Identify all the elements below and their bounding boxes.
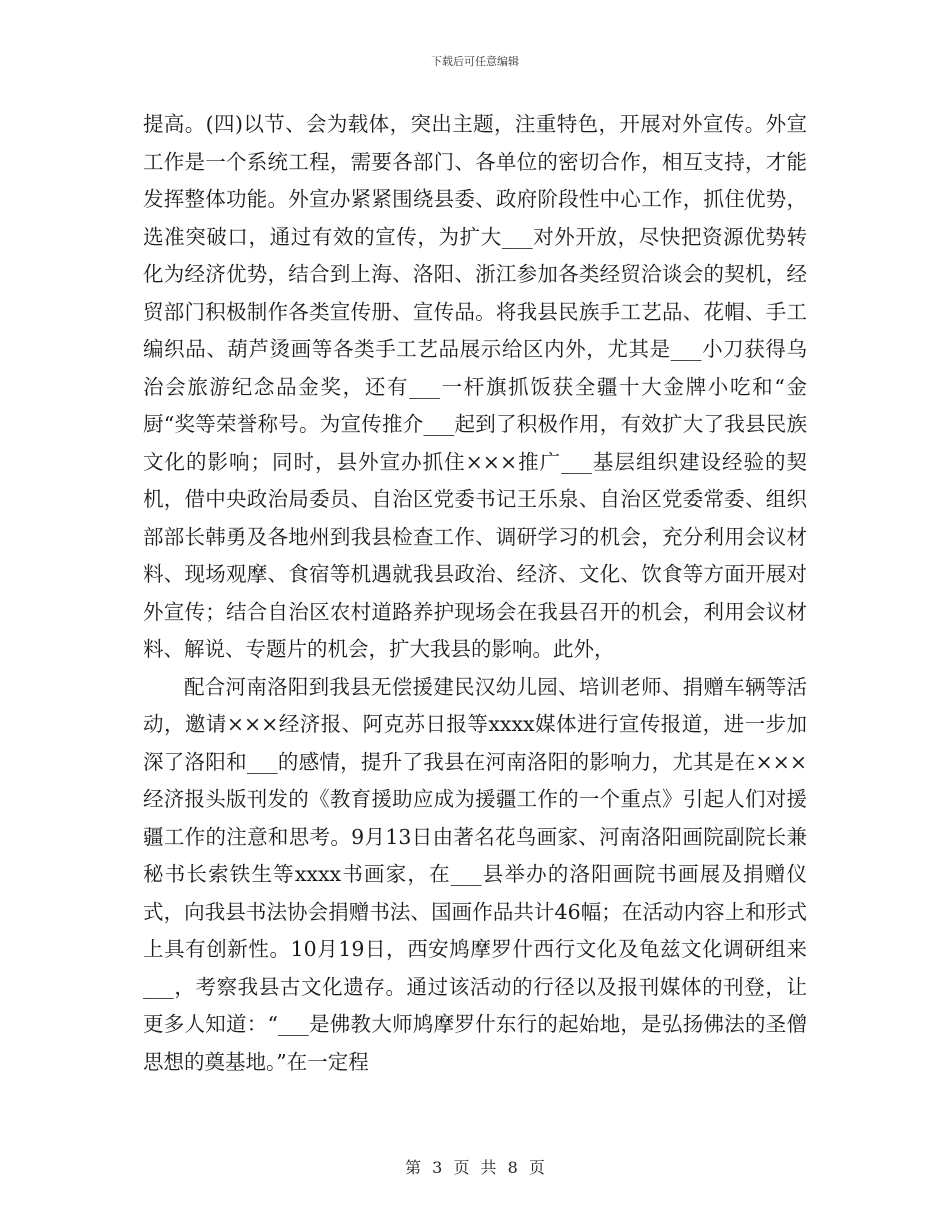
body-paragraph: 配合河南洛阳到我县无偿援建民汉幼儿园、培训老师、捐赠车辆等活动，邀请×××经济报、阿克苏日报等xxxx媒体进行宣传报道，进一步加深了洛阳和___的感情，提升了我县在河南洛阳的影响力，尤其是在×××经济报头版刊发的《教育援助应成为援疆工作的一个重点》引起人们对援疆工作的注意和思考。9月13日由著名花鸟画家、河南洛阳画院副院长兼秘书长索铁生等xxxx书画家，在___县举办的洛阳画院书画展及捐赠仪式，向我县书法协会捐赠书法、国画作品共计46幅；在活动内容上和形式上具有创新性。10月19日，西安鸠摩罗什西行文化及龟兹文化调研组来___，考察我县古文化遗存。通过该活动的行径以及报刊媒体的刊登，让更多人知道：“___是佛教大师鸠摩罗什东行的起始地，是弘扬佛法的圣僧思想的奠基地。”在一定程 <box>143 674 807 1074</box>
document-body <box>143 106 807 1081</box>
page-number: 第 3 页 共 8 页 <box>405 1158 545 1177</box>
page-header-note: 下载后可任意编辑 <box>431 55 519 68</box>
body-paragraph: 提高。(四)以节、会为载体，突出主题，注重特色，开展对外宣传。外宣工作是一个系统工程，需要各部门、各单位的密切合作，相互支持，才能发挥整体功能。外宣办紧紧围绕县委、政府阶段性中心工作，抓住优势，选准突破口，通过有效的宣传，为扩大___对外开放，尽快把资源优势转化为经济优势，结合到上海、洛阳、浙江参加各类经贸洽谈会的契机，经贸部门积极制作各类宣传册、宣传品。将我县民族手工艺品、花帽、手工编织品、葫芦烫画等各类手工艺品展示给区内外，尤其是___小刀获得乌治会旅游纪念品金奖，还有___一杆旗抓饭获全疆十大金牌小吃和“金厨“奖等荣誉称号。为宣传推介___起到了积极作用，有效扩大了我县民族文化的影响；同时，县外宣办抓住×××推广___基层组织建设经验的契机，借中央政治局委员、自治区党委书记王乐泉、自治区党委常委、组织部部长韩勇及各地州到我县检查工作、调研学习的机会，充分利用会议材料、现场观摩、食宿等机遇就我县政治、经济、文化、饮食等方面开展对外宣传；结合自治区农村道路养护现场会在我县召开的机会，利用会议材料、解说、专题片的机会，扩大我县的影响。此外， <box>143 112 807 661</box>
